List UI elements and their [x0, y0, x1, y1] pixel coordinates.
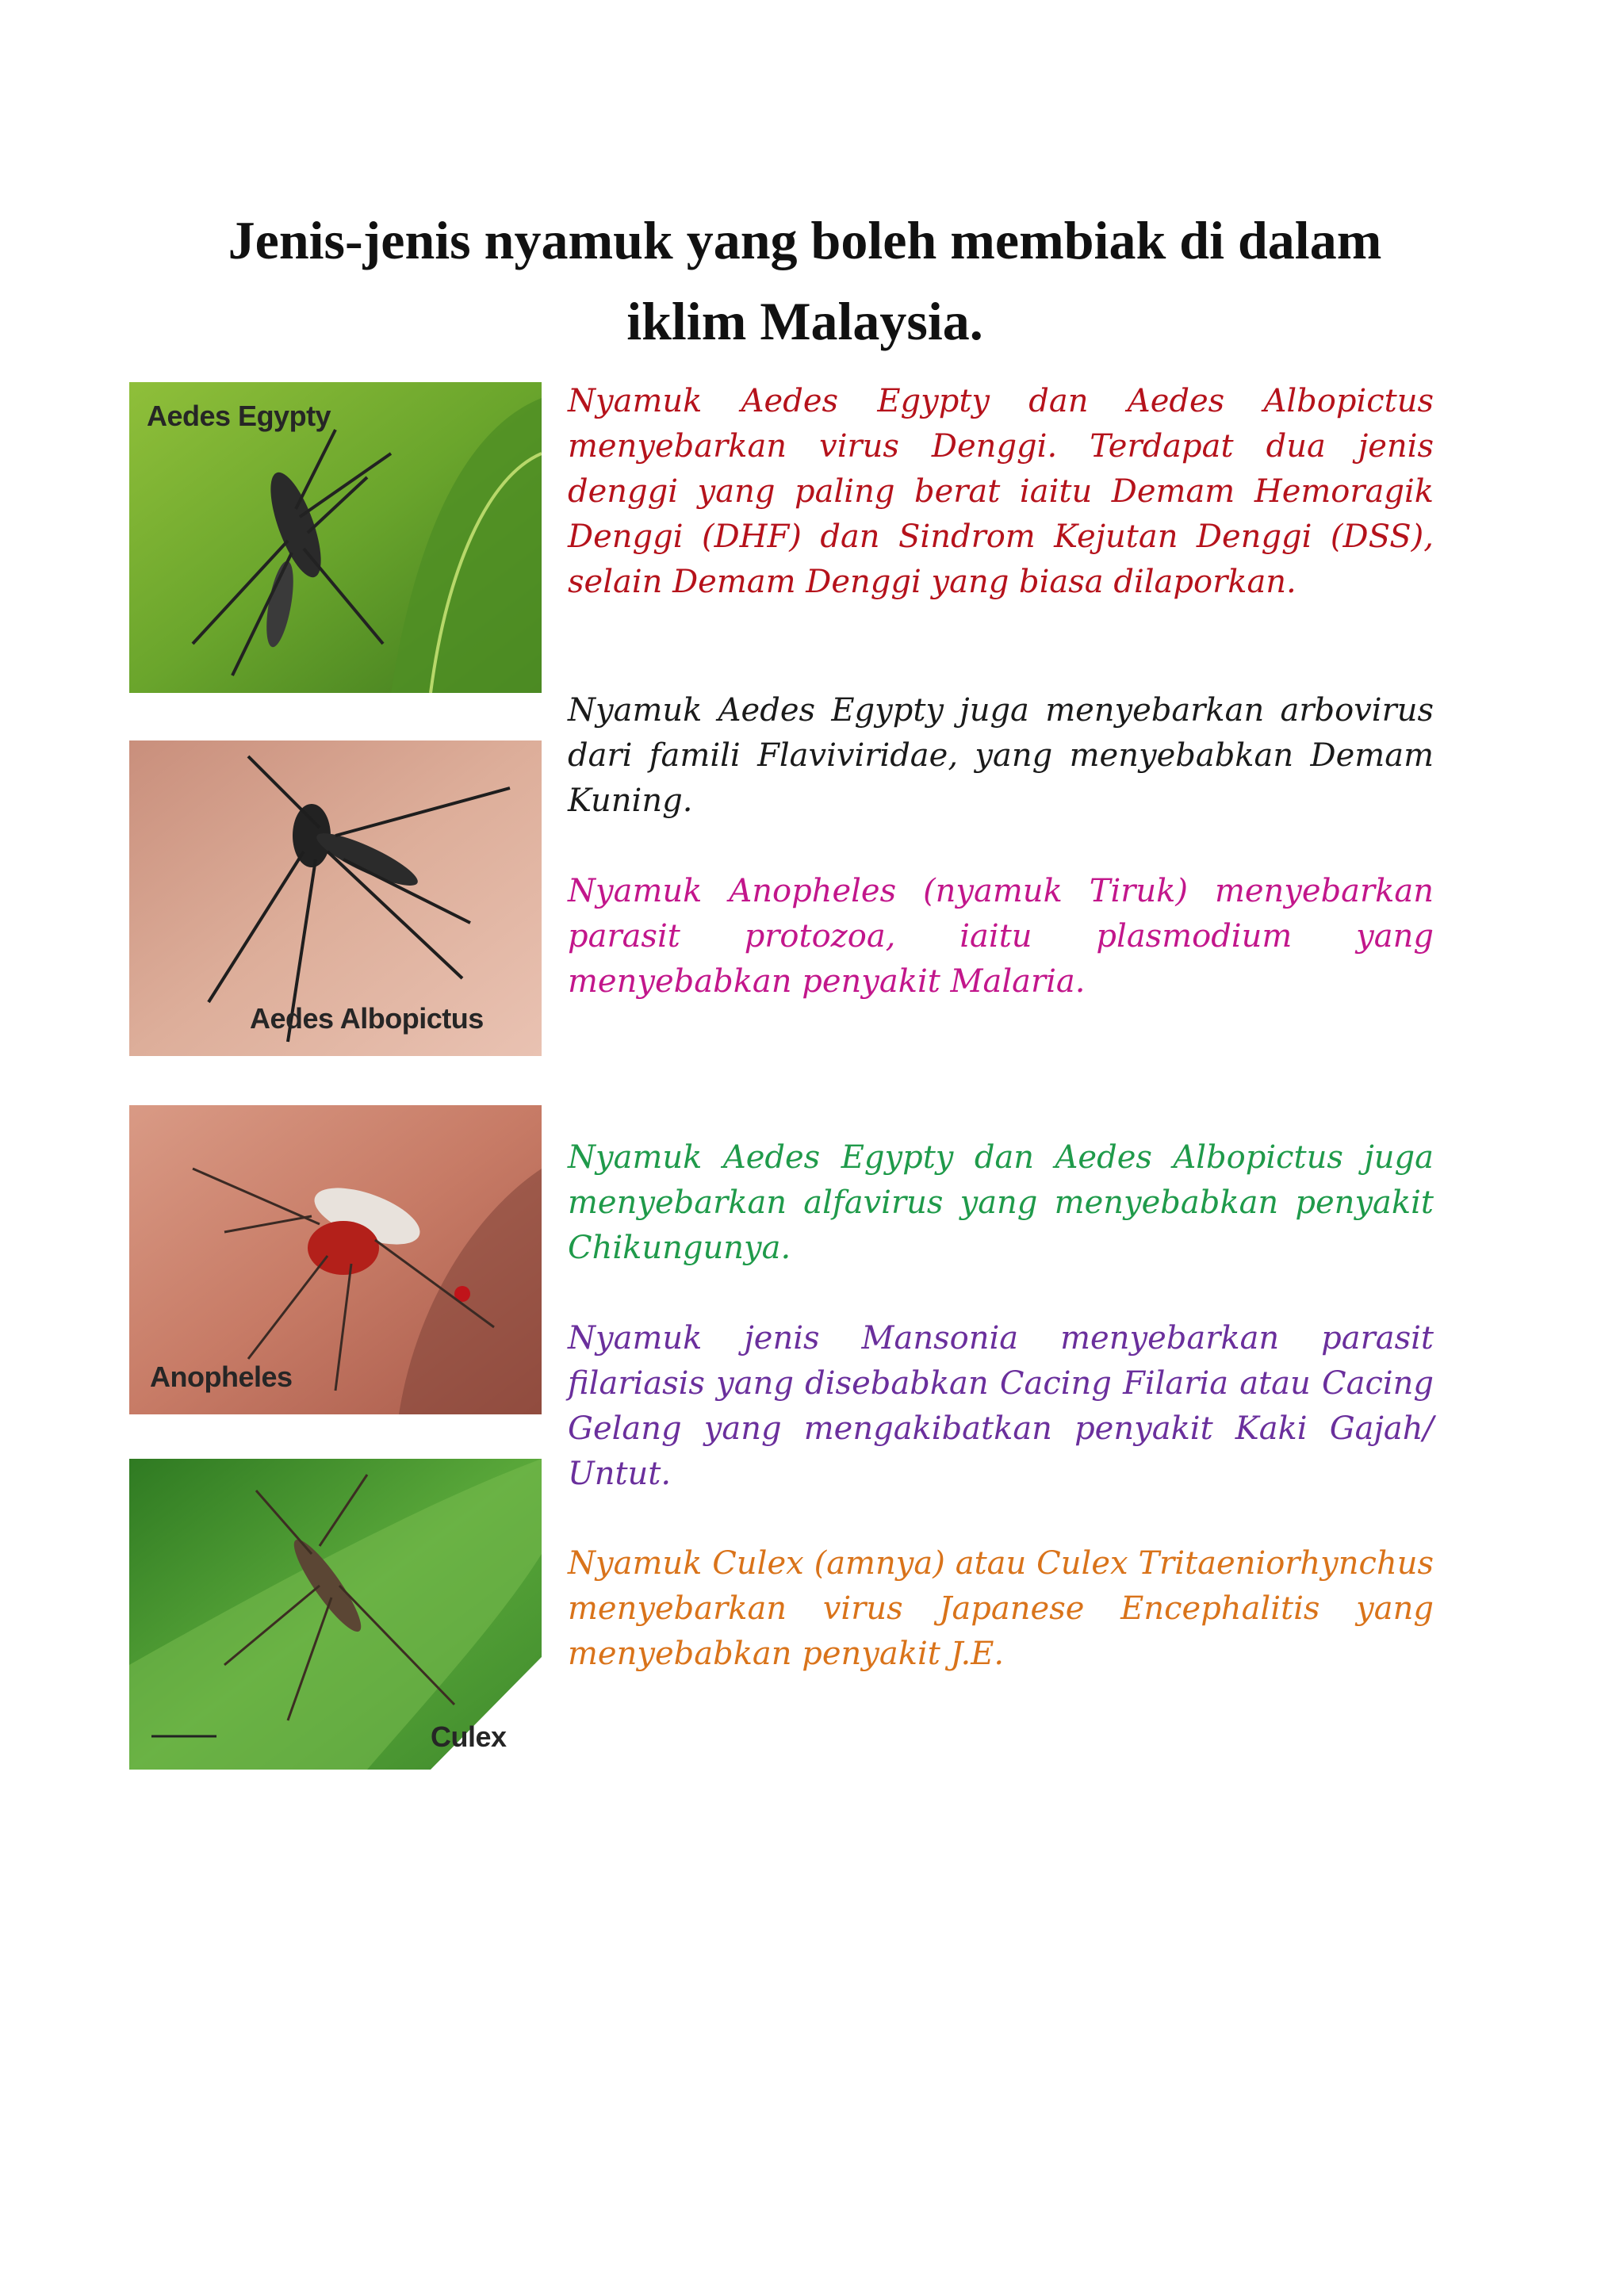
aedes-egypty-photo — [129, 382, 542, 693]
paragraph-yellow-fever: Nyamuk Aedes Egypty juga menyebarkan arbovirus dari famili Flaviviridae, yang menyebabkan Demam Kuning. — [568, 692, 1434, 819]
paragraph-dengue: Nyamuk Aedes Egypty dan Aedes Albopictus menyebarkan virus Denggi. Terdapat dua jenis denggi yang paling berat iaitu Demam Hemoragik Denggi (DHF) dan Sindrom Kejutan Denggi (DSS), selain Demam Denggi yang biasa dilaporkan. — [568, 383, 1434, 600]
page-title — [119, 200, 1491, 362]
culex-photo — [129, 1459, 542, 1770]
title-line-1: Jenis-jenis nyamuk yang boleh membiak di dalam — [228, 210, 1382, 270]
image-label: Aedes Egypty — [147, 400, 331, 432]
paragraph-chikungunya: Nyamuk Aedes Egypty dan Aedes Albopictus juga menyebarkan alfavirus yang menyebabkan penyakit Chikungunya. — [568, 1139, 1434, 1266]
paragraph-malaria: Nyamuk Anopheles (nyamuk Tiruk) menyebarkan parasit protozoa, iaitu plasmodium yang menyebabkan penyakit Malaria. — [568, 873, 1434, 1000]
anopheles-photo — [129, 1105, 542, 1414]
title-line-2: iklim Malaysia. — [626, 291, 983, 351]
paragraph-filariasis: Nyamuk jenis Mansonia menyebarkan parasit filariasis yang disebabkan Cacing Filaria atau Cacing Gelang yang mengakibatkan penyakit Kaki Gajah/ Untut. — [568, 1320, 1434, 1492]
image-label: Culex — [431, 1720, 507, 1753]
image-label: Aedes Albopictus — [250, 1002, 484, 1035]
aedes-albopictus-photo — [129, 740, 542, 1056]
paragraph-japanese-encephalitis: Nyamuk Culex (amnya) atau Culex Tritaeniorhynchus menyebarkan virus Japanese Encephalitis yang menyebabkan penyakit J.E. — [568, 1545, 1434, 1672]
image-label: Anopheles — [150, 1360, 293, 1393]
